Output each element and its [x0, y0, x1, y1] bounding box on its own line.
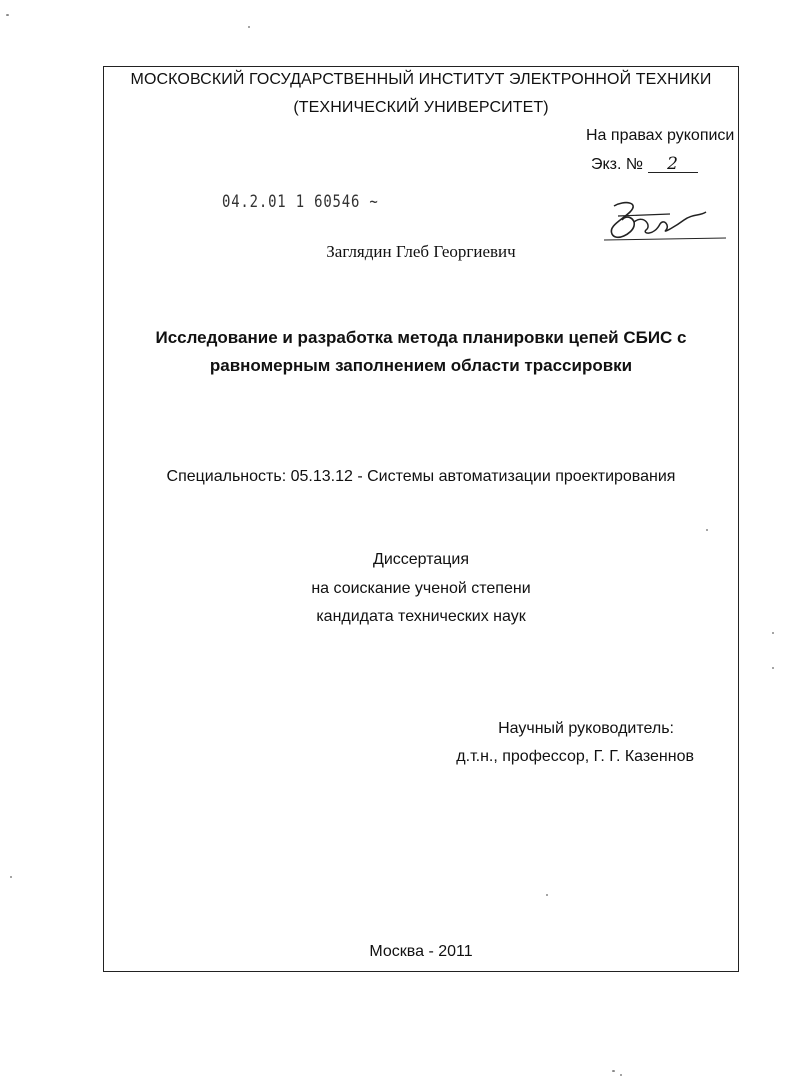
manuscript-rights-note: На правах рукописи — [586, 127, 735, 144]
copy-number-value: 2 — [648, 156, 698, 173]
dissertation-title-line-2: равномерным заполнением области трассировки — [209, 356, 633, 375]
scan-speck — [706, 529, 708, 531]
scan-speck — [772, 632, 774, 634]
scan-speck — [10, 876, 12, 878]
registry-number: 04.2.01 1 60546 ~ — [222, 192, 379, 212]
dissertation-title-line-1: Исследование и разработка метода планировки цепей СБИС с — [155, 328, 687, 347]
scan-speck — [546, 894, 548, 896]
scan-speck — [772, 667, 774, 669]
supervisor-name: д.т.н., профессор, Г. Г. Казеннов — [456, 748, 694, 765]
thesis-degree-line: на соискание ученой степени — [311, 580, 531, 597]
thesis-type: Диссертация — [372, 551, 470, 568]
city-and-year: Москва - 2011 — [369, 943, 473, 960]
specialty-line: Специальность: 05.13.12 - Системы автоматизации проектирования — [166, 468, 676, 485]
scan-speck — [6, 14, 9, 16]
scan-speck — [248, 26, 250, 28]
copy-number-row — [591, 156, 698, 174]
institution-name-line-2: (ТЕХНИЧЕСКИЙ УНИВЕРСИТЕТ) — [293, 99, 549, 116]
author-name: Заглядин Глеб Георгиевич — [326, 242, 516, 261]
institution-name-line-1: МОСКОВСКИЙ ГОСУДАРСТВЕННЫЙ ИНСТИТУТ ЭЛЕКТРОННОЙ ТЕХНИКИ — [130, 71, 712, 88]
scan-speck — [612, 1070, 615, 1072]
supervisor-label: Научный руководитель: — [498, 720, 674, 737]
copy-number-label: Экз. № — [591, 156, 644, 173]
scan-speck — [620, 1074, 622, 1076]
thesis-degree-field: кандидата технических наук — [316, 608, 526, 625]
handwritten-signature — [600, 196, 728, 246]
